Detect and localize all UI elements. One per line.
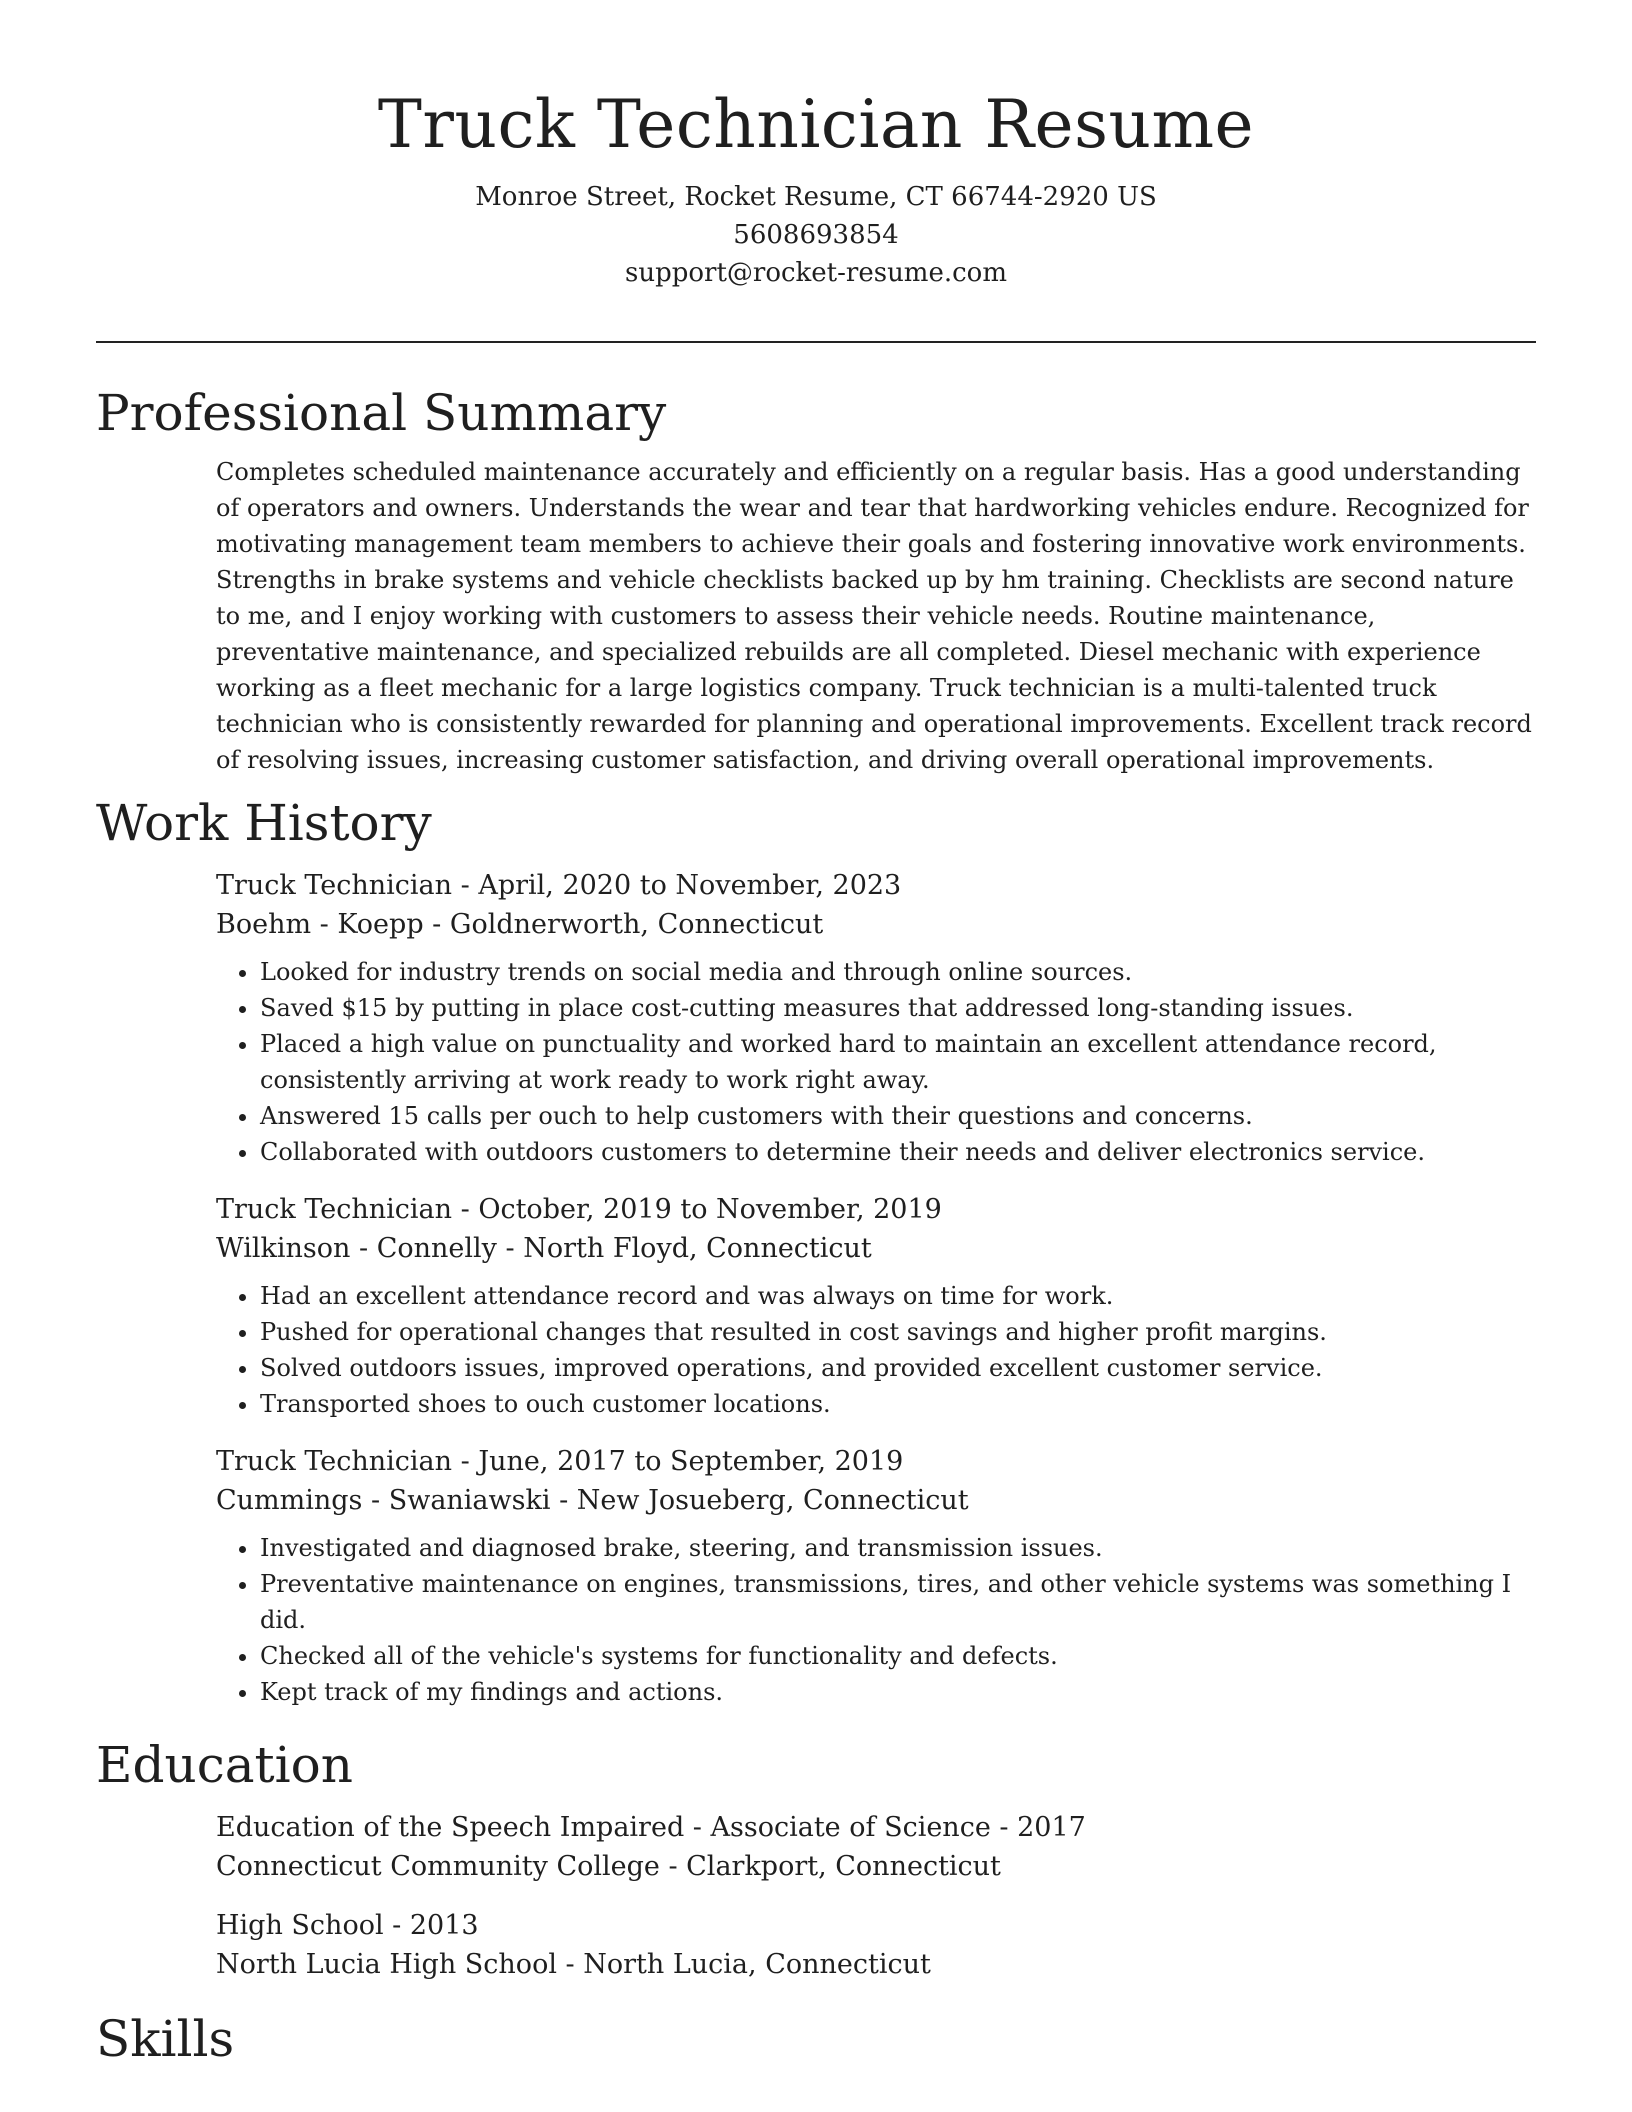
education-school-line: North Lucia High School - North Lucia, Connecticut (216, 1949, 931, 1980)
work-history-section (96, 788, 1536, 1710)
job-company-line: Cummings - Swaniawski - New Josueberg, Connecticut (216, 1485, 969, 1516)
skills-section (96, 2004, 1536, 2074)
contact-address: Monroe Street, Rocket Resume, CT 66744-2920 US (475, 182, 1157, 212)
resume-header (0, 82, 1632, 292)
job-title-line: Truck Technician - October, 2019 to November, 2019 (216, 1194, 942, 1225)
job-bullet: • Solved outdoors issues, improved operations, and provided excellent customer service. (260, 1350, 1536, 1386)
education-body (216, 1808, 1536, 1984)
education-degree-line: High School - 2013 (216, 1910, 479, 1941)
resume-title: Truck Technician Resume (377, 86, 1255, 163)
job-entry (216, 1442, 1536, 1710)
job-company-line: Wilkinson - Connelly - North Floyd, Connecticut (216, 1233, 872, 1264)
job-bullet: • Had an excellent attendance record and was always on time for work. (260, 1278, 1536, 1314)
job-company-line: Boehm - Koepp - Goldnerworth, Connecticut (216, 909, 824, 940)
work-history-heading: Work History (96, 794, 432, 852)
job-bullet: • Investigated and diagnosed brake, steering, and transmission issues. (260, 1530, 1536, 1566)
contact-block (0, 178, 1632, 292)
education-entry (216, 1808, 1536, 1886)
job-bullet: • Transported shoes to ouch customer locations. (260, 1386, 1536, 1422)
job-bullet: • Saved $15 by putting in place cost-cutting measures that addressed long-standing issues. (260, 990, 1536, 1026)
summary-text: Completes scheduled maintenance accurately and efficiently on a regular basis. Has a good understanding of operators and owners. Understands the wear and tear that hardworking vehicles endure. Recognized for motivating management team members to achieve their goals and fostering innovative work environments. Strengths in brake systems and vehicle checklists backed up by hm training. Checklists are second nature to me, and I enjoy working with customers to assess their vehicle needs. Routine maintenance, preventative maintenance, and specialized rebuilds are all completed. Diesel mechanic with experience working as a fleet mechanic for a large logistics company. Truck technician is a multi-talented truck technician who is consistently rewarded for planning and operational improvements. Excellent track record of resolving issues, increasing customer satisfaction, and driving overall operational improvements. (216, 458, 1532, 774)
contact-phone: 5608693854 (733, 220, 899, 250)
job-entry (216, 866, 1536, 1170)
job-bullets (216, 1530, 1536, 1710)
resume-content (96, 378, 1536, 2074)
header-divider (96, 341, 1536, 343)
summary-body (216, 454, 1536, 778)
job-bullet: • Pushed for operational changes that resulted in cost savings and higher profit margins. (260, 1314, 1536, 1350)
skills-heading: Skills (96, 2010, 235, 2068)
education-entry (216, 1906, 1536, 1984)
education-degree-line: Education of the Speech Impaired - Associate of Science - 2017 (216, 1812, 1086, 1843)
job-bullet: • Kept track of my findings and actions. (260, 1674, 1536, 1710)
education-section (96, 1730, 1536, 1984)
summary-section (96, 378, 1536, 778)
job-entry (216, 1190, 1536, 1422)
job-bullets (216, 954, 1536, 1170)
job-bullet: • Placed a high value on punctuality and worked hard to maintain an excellent attendance record, consistently arriving at work ready to work right away. (260, 1026, 1536, 1098)
job-bullet: • Answered 15 calls per ouch to help customers with their questions and concerns. (260, 1098, 1536, 1134)
education-school-line: Connecticut Community College - Clarkport, Connecticut (216, 1851, 1001, 1882)
work-history-body (216, 866, 1536, 1710)
education-heading: Education (96, 1736, 353, 1794)
job-title-line: Truck Technician - April, 2020 to November, 2023 (216, 870, 902, 901)
job-bullets (216, 1278, 1536, 1422)
job-bullet: • Looked for industry trends on social media and through online sources. (260, 954, 1536, 990)
job-bullet: • Preventative maintenance on engines, transmissions, tires, and other vehicle systems was something I did. (260, 1566, 1536, 1638)
job-bullet: • Collaborated with outdoors customers to determine their needs and deliver electronics service. (260, 1134, 1536, 1170)
job-bullet: • Checked all of the vehicle's systems for functionality and defects. (260, 1638, 1536, 1674)
contact-email: support@rocket-resume.com (624, 258, 1007, 288)
summary-heading: Professional Summary (96, 384, 667, 442)
job-title-line: Truck Technician - June, 2017 to September, 2019 (216, 1446, 904, 1477)
